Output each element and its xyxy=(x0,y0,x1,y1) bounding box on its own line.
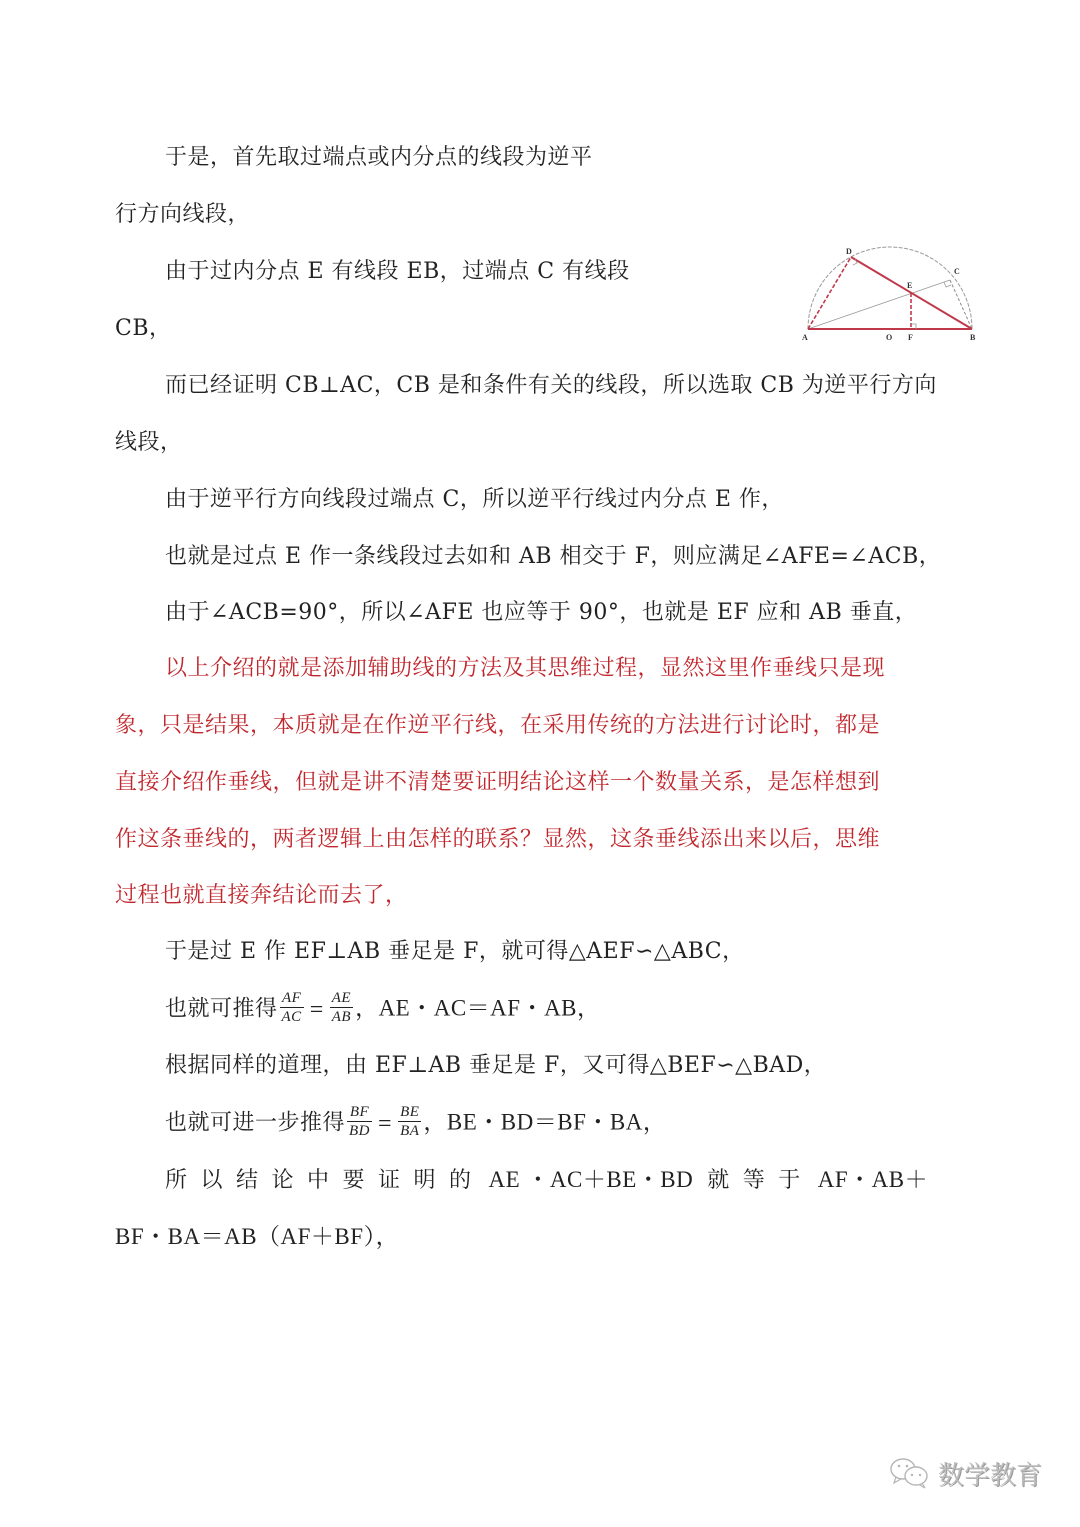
paragraph-line: 行方向线段， xyxy=(115,202,251,227)
paragraph-line: 于是过 E 作 EF⊥AB 垂足是 F，就可得△AEF∽△ABC， xyxy=(165,939,745,964)
fraction xyxy=(280,990,304,1025)
formula-line xyxy=(165,1106,666,1141)
watermark xyxy=(888,1453,1042,1493)
point-label-d: D xyxy=(846,247,852,256)
fraction-numerator: BE xyxy=(400,1104,420,1120)
paragraph-line: 而已经证明 CB⊥AC，CB 是和条件有关的线段，所以选取 CB 为逆平行方向 xyxy=(165,373,937,398)
paragraph-line: 根据同样的道理，由 EF⊥AB 垂足是 F，又可得△BEF∽△BAD， xyxy=(165,1053,827,1078)
conclusion-expression: AE ・AC＋BE・BD xyxy=(488,1167,694,1192)
conclusion-text: 就等于 xyxy=(707,1168,814,1193)
right-angle-mark-c xyxy=(944,282,951,287)
fraction-denominator: BA xyxy=(400,1123,420,1139)
fraction-numerator: BF xyxy=(347,1104,372,1122)
geometry-diagram xyxy=(790,240,990,350)
segment-ac xyxy=(808,280,950,329)
paragraph-line: 由于逆平行方向线段过端点 C，所以逆平行线过内分点 E 作， xyxy=(165,487,784,512)
point-label-c: C xyxy=(954,267,960,276)
highlight-paragraph-line: 直接介绍作垂线，但就是讲不清楚要证明结论这样一个数量关系，是怎样想到 xyxy=(115,770,881,795)
formula-suffix: ，BE・BD＝BF・BA， xyxy=(423,1109,667,1135)
conclusion-expression: AF・AB＋ xyxy=(817,1167,929,1192)
conclusion-line xyxy=(165,1165,928,1196)
formula-prefix: 也就可进一步推得 xyxy=(165,1110,346,1136)
fraction xyxy=(347,1104,372,1139)
paragraph-line: CB， xyxy=(115,316,172,341)
highlight-paragraph-line: 以上介绍的就是添加辅助线的方法及其思维过程，显然这里作垂线只是现 xyxy=(165,656,886,681)
fraction-numerator: AE xyxy=(331,990,352,1006)
formula-line xyxy=(165,992,601,1027)
fraction-denominator: BD xyxy=(349,1123,371,1139)
point-label-f: F xyxy=(908,333,913,342)
semicircle-arc xyxy=(808,247,972,329)
wechat-icon xyxy=(888,1455,932,1491)
point-label-e: E xyxy=(907,281,913,290)
paragraph-line: 由于∠ACB=90°，所以∠AFE 也应等于 90°，也就是 EF 应和 AB 垂直， xyxy=(165,600,918,625)
fraction-denominator: AB xyxy=(331,1009,352,1025)
fraction-denominator: AC xyxy=(281,1009,302,1025)
segment-ad xyxy=(808,257,851,329)
paragraph-line: 由于过内分点 E 有线段 EB，过端点 C 有线段 xyxy=(165,259,630,284)
highlight-paragraph-line: 作这条垂线的，两者逻辑上由怎样的联系？显然，这条垂线添出来以后，思维 xyxy=(115,827,881,852)
highlight-paragraph-line: 象，只是结果，本质就是在作逆平行线，在采用传统的方法进行讨论时，都是 xyxy=(115,713,881,738)
paragraph-line: 线段， xyxy=(115,430,183,455)
point-label-b: B xyxy=(970,333,976,342)
point-label-a: A xyxy=(802,333,808,342)
equals-sign: = xyxy=(309,996,324,1023)
equals-sign: = xyxy=(378,1110,393,1137)
watermark-text: 数学教育 xyxy=(938,1460,1043,1491)
point-label-o: O xyxy=(886,333,893,342)
highlight-paragraph-line: 过程也就直接奔结论而去了， xyxy=(115,883,408,908)
conclusion-line: BF・BA＝AB（AF＋BF）， xyxy=(115,1224,400,1249)
paragraph-line: 也就是过点 E 作一条线段过去如和 AB 相交于 F，则应满足∠AFE=∠ACB， xyxy=(165,544,942,569)
fraction xyxy=(330,990,353,1025)
paragraph-line: 于是，首先取过端点或内分点的线段为逆平 xyxy=(165,145,593,170)
formula-prefix: 也就可推得 xyxy=(165,996,278,1022)
conclusion-text: 所以结论中要证明的 xyxy=(165,1168,485,1193)
fraction xyxy=(398,1104,421,1139)
fraction-numerator: AF xyxy=(280,990,304,1008)
formula-suffix: ，AE・AC＝AF・AB， xyxy=(355,995,601,1021)
